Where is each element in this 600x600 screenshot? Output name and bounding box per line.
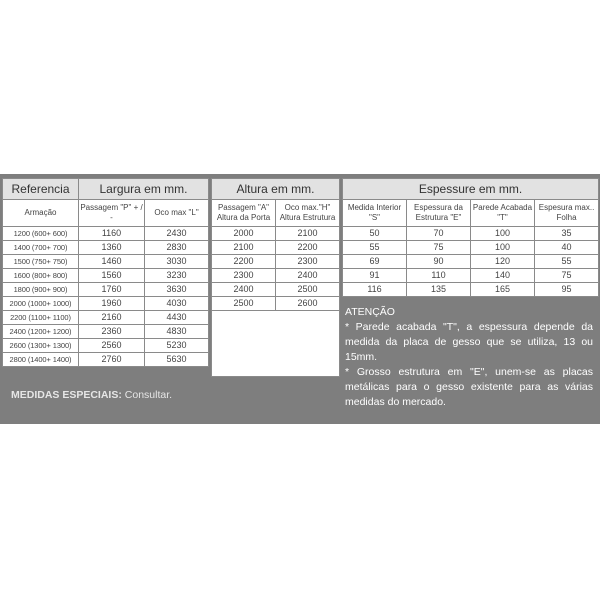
altura-table: [211, 178, 340, 377]
table-row: [3, 325, 209, 339]
passagem-p-col-header: Passagem "P" + / -: [79, 200, 145, 227]
table-cell: 95: [535, 283, 599, 297]
empty-cell: [212, 311, 340, 377]
table-cell: 2200: [276, 241, 340, 255]
table-cell: 3630: [145, 283, 209, 297]
table-cell: 116: [343, 283, 407, 297]
table-cell: 100: [471, 241, 535, 255]
table-cell: 1200 (600+ 600): [3, 227, 79, 241]
table-cell: 40: [535, 241, 599, 255]
table-row: [343, 283, 599, 297]
table-cell: 135: [407, 283, 471, 297]
table-cell: 2160: [79, 311, 145, 325]
table-cell: 2300: [276, 255, 340, 269]
table-cell: 2430: [145, 227, 209, 241]
table-cell: 1460: [79, 255, 145, 269]
table-row: [3, 241, 209, 255]
table-cell: 2360: [79, 325, 145, 339]
table-row: [3, 255, 209, 269]
table-cell: 2200 (1100+ 1100): [3, 311, 79, 325]
oco-h-col-header: Oco max."H" Altura Estrutura: [276, 200, 340, 227]
atencao-note: [345, 305, 593, 410]
espessura-header: Espessure em mm.: [343, 179, 599, 200]
table-row: [3, 227, 209, 241]
medidas-especiais-label: MEDIDAS ESPECIAIS:: [11, 389, 122, 401]
parede-t-col-header: Parede Acabada "T": [471, 200, 535, 227]
table-cell: 90: [407, 255, 471, 269]
table-row: [343, 241, 599, 255]
table-cell: 91: [343, 269, 407, 283]
oco-l-col-header: Oco max "L": [145, 200, 209, 227]
table-cell: 75: [407, 241, 471, 255]
atencao-title: ATENÇÃO: [345, 306, 395, 318]
medidas-especiais: [11, 389, 172, 401]
table-cell: 55: [343, 241, 407, 255]
table-row: [3, 283, 209, 297]
referencia-header: Referencia: [3, 179, 79, 200]
table-cell: 55: [535, 255, 599, 269]
table-row: [212, 241, 340, 255]
table-row: [212, 255, 340, 269]
table-cell: 2400: [276, 269, 340, 283]
table-cell: 110: [407, 269, 471, 283]
table-cell: 165: [471, 283, 535, 297]
largura-header: Largura em mm.: [79, 179, 209, 200]
table-row: [212, 283, 340, 297]
medida-s-col-header: Medida Interior "S": [343, 200, 407, 227]
table-row: [212, 269, 340, 283]
table-cell: 50: [343, 227, 407, 241]
table-cell: 140: [471, 269, 535, 283]
table-cell: 69: [343, 255, 407, 269]
table-cell: 1600 (800+ 800): [3, 269, 79, 283]
table-cell: 2500: [212, 297, 276, 311]
table-row: [3, 269, 209, 283]
table-cell: 2000 (1000+ 1000): [3, 297, 79, 311]
table-cell: 120: [471, 255, 535, 269]
table-cell: 2400: [212, 283, 276, 297]
espessura-table: [342, 178, 599, 297]
table-row: [212, 227, 340, 241]
empty-row: [212, 311, 340, 377]
table-cell: 2000: [212, 227, 276, 241]
table-row: [3, 297, 209, 311]
table-cell: 2760: [79, 353, 145, 367]
largura-table: [2, 178, 209, 367]
table-cell: 2100: [212, 241, 276, 255]
table-cell: 2800 (1400+ 1400): [3, 353, 79, 367]
table-row: [343, 255, 599, 269]
table-cell: 1560: [79, 269, 145, 283]
table-cell: 1760: [79, 283, 145, 297]
altura-header: Altura em mm.: [212, 179, 340, 200]
table-cell: 2400 (1200+ 1200): [3, 325, 79, 339]
table-row: [343, 227, 599, 241]
table-cell: 2560: [79, 339, 145, 353]
atencao-line-parede: * Parede acabada "T", a espessura depende da medida da placa de gesso que se utiliza, 13 ou 15mm.: [345, 321, 593, 363]
table-row: [3, 311, 209, 325]
table-cell: 75: [535, 269, 599, 283]
table-cell: 1360: [79, 241, 145, 255]
table-cell: 2830: [145, 241, 209, 255]
medidas-especiais-value: Consultar.: [124, 389, 173, 401]
table-row: [212, 297, 340, 311]
table-cell: 2500: [276, 283, 340, 297]
table-cell: 4830: [145, 325, 209, 339]
table-cell: 1960: [79, 297, 145, 311]
table-cell: 1800 (900+ 900): [3, 283, 79, 297]
table-cell: 2200: [212, 255, 276, 269]
passagem-a-col-header: Passagem "A" Altura da Porta: [212, 200, 276, 227]
table-cell: 2600 (1300+ 1300): [3, 339, 79, 353]
table-cell: 70: [407, 227, 471, 241]
table-cell: 5230: [145, 339, 209, 353]
table-cell: 3030: [145, 255, 209, 269]
table-row: [3, 353, 209, 367]
table-cell: 1400 (700+ 700): [3, 241, 79, 255]
table-row: [3, 339, 209, 353]
table-cell: 4430: [145, 311, 209, 325]
table-cell: 2600: [276, 297, 340, 311]
table-cell: 4030: [145, 297, 209, 311]
table-cell: 100: [471, 227, 535, 241]
folha-col-header: Espesura max.. Folha: [535, 200, 599, 227]
table-cell: 1160: [79, 227, 145, 241]
table-row: [343, 269, 599, 283]
table-cell: 2100: [276, 227, 340, 241]
table-cell: 5630: [145, 353, 209, 367]
table-cell: 3230: [145, 269, 209, 283]
atencao-line-grosso: * Grosso estrutura em "E", unem-se as placas metálicas para o gesso existente para as várias medidas do mercado.: [345, 366, 593, 408]
table-cell: 35: [535, 227, 599, 241]
table-cell: 2300: [212, 269, 276, 283]
espessura-e-col-header: Espessura da Estrutura "E": [407, 200, 471, 227]
table-cell: 1500 (750+ 750): [3, 255, 79, 269]
armacao-col-header: Armação: [3, 200, 79, 227]
